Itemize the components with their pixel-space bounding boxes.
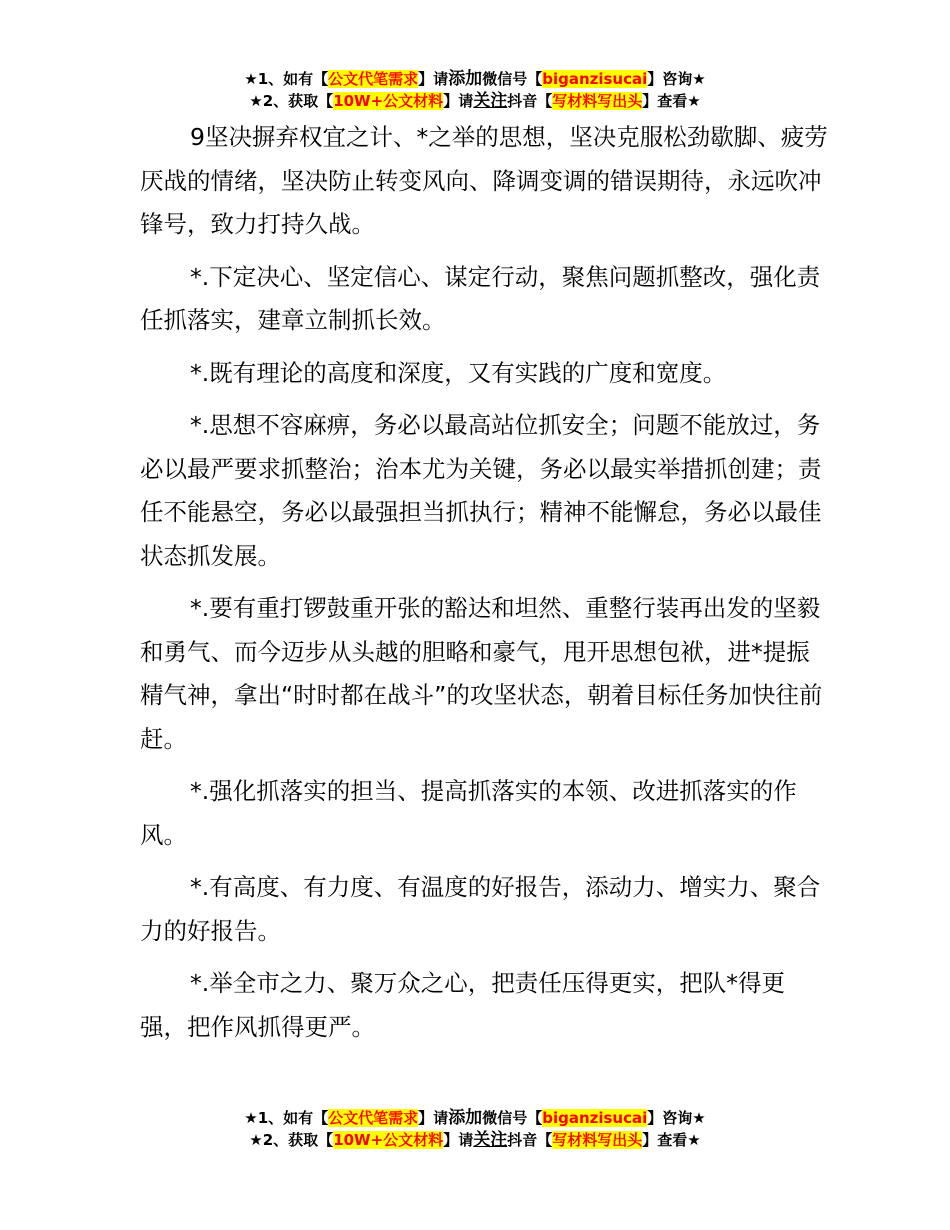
banner-text: ★2、获取【	[249, 92, 334, 110]
paragraph: *.强化抓落实的担当、提高抓落实的本领、改进抓落实的作风。	[140, 777, 797, 849]
banner-text: 】咨询★	[647, 70, 706, 88]
douyin-id: 写材料写出头	[552, 92, 643, 110]
highlight-text: 10W+公文材料	[333, 92, 444, 110]
banner-text: 】请	[443, 1131, 474, 1149]
banner-line-2	[0, 1129, 950, 1151]
emphasis-text: 添加	[448, 1108, 483, 1128]
banner-text: 】请	[418, 70, 449, 88]
paragraph: *.举全市之力、聚万众之心，把责任压得更实，把队*得更强，把作风抓得更严。	[140, 969, 785, 1041]
banner-text: 】请	[418, 1109, 449, 1127]
highlight-text: 10W+公文材料	[333, 1131, 444, 1149]
banner-text: 抖音【	[507, 92, 553, 110]
paragraph: *.要有重打锣鼓重开张的豁达和坦然、重整行装再出发的坚毅和勇气、而今迈步从头越的胆略和豪气，甩开思想包袱，进*提振精气神，拿出“时时都在战斗”的攻坚状态，朝着目标任务加快往前赶。	[140, 594, 823, 753]
banner-line-1	[0, 1107, 950, 1129]
emphasis-text: 关注	[473, 91, 508, 111]
banner-text: 】请	[443, 92, 474, 110]
banner-line-1	[0, 68, 950, 90]
banner-text: ★1、如有【	[244, 70, 329, 88]
emphasis-text: 关注	[473, 1130, 508, 1150]
paragraph: 9坚决摒弃权宜之计、*之举的思想，坚决克服松劲歇脚、疲劳厌战的情绪，坚决防止转变风向、降调变调的错误期待，永远吹冲锋号，致力打持久战。	[140, 123, 828, 238]
header-banner	[0, 68, 950, 112]
douyin-id: 写材料写出头	[552, 1131, 643, 1149]
banner-line-2	[0, 90, 950, 112]
banner-text: 】查看★	[642, 92, 701, 110]
paragraph: *.有高度、有力度、有温度的好报告，添动力、增实力、聚合力的好报告。	[140, 873, 821, 945]
highlight-text: 公文代笔需求	[328, 1109, 419, 1127]
banner-text: 】查看★	[642, 1131, 701, 1149]
paragraph: *.思想不容麻痹，务必以最高站位抓安全；问题不能放过，务必以最严要求抓整治；治本尤为关键，务必以最实举措抓创建；责任不能悬空，务必以最强担当抓执行；精神不能懈怠，务必以最佳状态抓发展。	[140, 411, 822, 570]
highlight-text: 公文代笔需求	[328, 70, 419, 88]
banner-text: ★1、如有【	[244, 1109, 329, 1127]
banner-text: 微信号【	[482, 1109, 543, 1127]
wechat-id: biganzisucai	[542, 70, 648, 88]
banner-text: 抖音【	[507, 1131, 553, 1149]
banner-text: 微信号【	[482, 70, 543, 88]
banner-text: 】咨询★	[647, 1109, 706, 1127]
paragraph: *.下定决心、坚定信心、谋定行动，聚焦问题抓整改，强化责任抓落实，建章立制抓长效。	[140, 262, 821, 334]
wechat-id: biganzisucai	[542, 1109, 648, 1127]
footer-banner	[0, 1107, 950, 1151]
banner-text: ★2、获取【	[249, 1131, 334, 1149]
paragraph: *.既有理论的高度和深度，又有实践的广度和宽度。	[190, 358, 727, 387]
document-body	[140, 116, 830, 1058]
emphasis-text: 添加	[448, 69, 483, 89]
